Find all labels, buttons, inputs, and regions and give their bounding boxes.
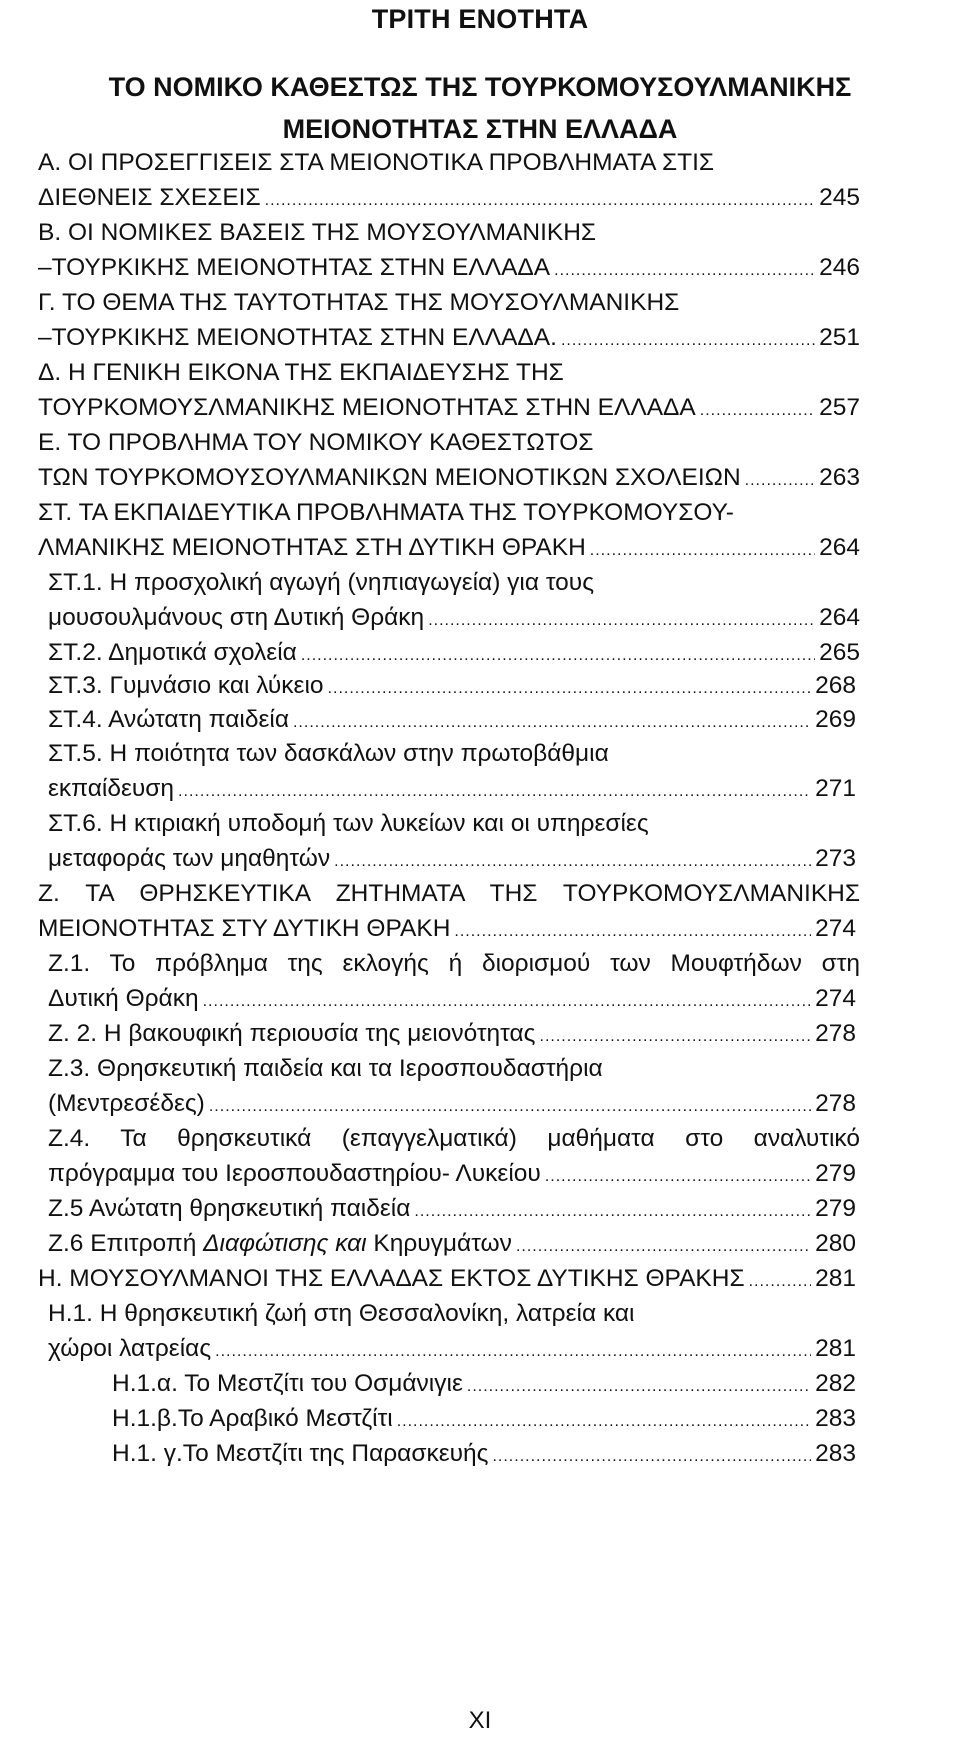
toc-page-number: 274	[815, 915, 856, 942]
toc-leader-dots	[215, 1336, 811, 1368]
toc-leader-dots	[545, 1161, 811, 1193]
toc-entry-b[interactable]	[38, 252, 860, 287]
toc-entry-z3-line-1: Ζ.3. Θρησκευτική παιδεία και τα Ιεροσπουδαστήρια	[48, 1055, 603, 1082]
toc-leader-dots	[590, 535, 815, 567]
page-number: XI	[468, 1707, 492, 1734]
toc-entry-st1[interactable]	[48, 602, 860, 637]
toc-leader-dots	[516, 1231, 811, 1263]
toc-leader-dots	[328, 673, 812, 705]
toc-leader-dots	[700, 395, 815, 427]
toc-entry-d[interactable]	[38, 392, 860, 427]
toc-entry-st5[interactable]	[48, 773, 856, 808]
toc-page-number: 246	[819, 254, 860, 281]
toc-leader-dots	[467, 1371, 811, 1403]
toc-entry-h-title: Η. ΜΟΥΣΟΥΛΜΑΝΟΙ ΤΗΣ ΕΛΛΑΔΑΣ ΕΚΤΟΣ ΔΥΤΙΚΗΣ ΘΡΑΚΗΣ	[38, 1265, 745, 1292]
toc-entry-a-line-1: Α. ΟΙ ΠΡΟΣΕΓΓΙΣΕΙΣ ΣΤΑ ΜΕΙΟΝΟΤΙΚΑ ΠΡΟΒΛΗΜΑΤΑ ΣΤΙΣ	[38, 149, 715, 176]
toc-entry-g-line-1: Γ. ΤΟ ΘΕΜΑ ΤΗΣ ΤΑΥΤΟΤΗΤΑΣ ΤΗΣ ΜΟΥΣΟΥΛΜΑΝΙΚΗΣ	[38, 289, 680, 316]
toc-page-number: 280	[815, 1230, 856, 1257]
toc-leader-dots	[203, 986, 812, 1018]
toc-leader-dots	[397, 1406, 811, 1438]
toc-entry-z-line-2: ΜΕΙΟΝΟΤΗΤΑΣ ΣΤΥ ΔΥΤΙΚΗ ΘΡΑΚΗ	[38, 915, 451, 942]
toc-page-number: 281	[815, 1335, 856, 1362]
toc-entry-g[interactable]	[38, 322, 860, 357]
toc-page-number: 268	[815, 672, 856, 699]
toc-page-number: 278	[815, 1090, 856, 1117]
toc-leader-dots	[178, 776, 811, 808]
toc-entry-st3[interactable]	[48, 670, 856, 705]
toc-entry-z5[interactable]	[48, 1193, 856, 1228]
toc-entry-st3-title: ΣΤ.3. Γυμνάσιο και λύκειο	[48, 672, 324, 699]
toc-entry-h1a-title: Η.1.α. Το Μεστζίτι του Οσμάνιγιε	[112, 1370, 463, 1397]
toc-entry-h1-line-1: Η.1. Η θρησκευτική ζωή στη Θεσσαλονίκη, λατρεία και	[48, 1300, 635, 1327]
toc-entry-e-line-1: Ε. ΤΟ ΠΡΟΒΛΗΜΑ ΤΟΥ ΝΟΜΙΚΟΥ ΚΑΘΕΣΤΩΤΟΣ	[38, 429, 594, 456]
toc-entry-a[interactable]	[38, 182, 860, 217]
toc-leader-dots	[334, 846, 811, 878]
toc-page-number: 282	[815, 1370, 856, 1397]
toc-leader-dots	[561, 325, 815, 357]
toc-entry-st1-line-1: ΣΤ.1. Η προσχολική αγωγή (νηπιαγωγεία) για τους	[48, 569, 595, 596]
toc-page-number: 279	[815, 1160, 856, 1187]
toc-entry-z3[interactable]	[48, 1088, 856, 1123]
toc-entry-z6[interactable]	[48, 1228, 856, 1263]
toc-page-number: 264	[819, 534, 860, 561]
toc-leader-dots	[745, 465, 815, 497]
toc-entry-h1a[interactable]	[112, 1368, 856, 1403]
section-title-line-2: ΜΕΙΟΝΟΤΗΤΑΣ ΣΤΗΝ ΕΛΛΑΔΑ	[282, 114, 678, 144]
toc-entry-z6-italic: Διαφώτισης και	[203, 1230, 367, 1257]
toc-page-number: 257	[819, 394, 860, 421]
toc-leader-dots	[540, 1021, 812, 1053]
toc-leader-dots	[265, 185, 815, 217]
toc-leader-dots	[492, 1441, 811, 1473]
toc-entry-st5-line-1: ΣΤ.5. Η ποιότητα των δασκάλων στην πρωτοβάθμια	[48, 740, 609, 767]
toc-leader-dots	[301, 640, 815, 672]
toc-page-number: 283	[815, 1405, 856, 1432]
toc-entry-z2[interactable]	[48, 1018, 856, 1053]
toc-entry-h[interactable]	[38, 1263, 856, 1298]
toc-leader-dots	[209, 1091, 811, 1123]
toc-leader-dots	[554, 255, 815, 287]
toc-entry-st2[interactable]	[48, 637, 860, 672]
toc-entry-z6-prefix: Ζ.6 Επιτροπή	[48, 1230, 204, 1257]
toc-entry-h1[interactable]	[48, 1333, 856, 1368]
toc-leader-dots	[414, 1196, 811, 1228]
toc-entry-z-line-1: Ζ. ΤΑ ΘΡΗΣΚΕΥΤΙΚΑ ΖΗΤΗΜΑΤΑ ΤΗΣ ΤΟΥΡΚΟΜΟΥΣΛΜΑΝΙΚΗΣ	[38, 880, 860, 907]
toc-entry-d-line-2: ΤΟΥΡΚΟΜΟΥΣΛΜΑΝΙΚΗΣ ΜΕΙΟΝΟΤΗΤΑΣ ΣΤΗΝ ΕΛΛΑΔΑ	[38, 394, 696, 421]
toc-entry-st-line-1: ΣΤ. ΤΑ ΕΚΠΑΙΔΕΥΤΙΚΑ ΠΡΟΒΛΗΜΑΤΑ ΤΗΣ ΤΟΥΡΚΟΜΟΥΣΟΥ-	[38, 499, 734, 526]
toc-page-number: 273	[815, 845, 856, 872]
toc-entry-b-line-1: Β. ΟΙ ΝΟΜΙΚΕΣ ΒΑΣΕΙΣ ΤΗΣ ΜΟΥΣΟΥΛΜΑΝΙΚΗΣ	[38, 219, 597, 246]
toc-entry-h1g-title: Η.1. γ.Το Μεστζίτι της Παρασκευής	[112, 1440, 489, 1467]
toc-page-number: 283	[815, 1440, 856, 1467]
toc-entry-b-line-2: –ΤΟΥΡΚΙΚΗΣ ΜΕΙΟΝΟΤΗΤΑΣ ΣΤΗΝ ΕΛΛΑΔΑ	[38, 254, 551, 281]
toc-leader-dots	[454, 916, 811, 948]
toc-entry-z4-line-1: Ζ.4. Τα θρησκευτικά (επαγγελματικά) μαθήματα στο αναλυτικό	[48, 1125, 860, 1152]
toc-entry-st-line-2: ΛΜΑΝΙΚΗΣ ΜΕΙΟΝΟΤΗΤΑΣ ΣΤΗ ΔΥΤΙΚΗ ΘΡΑΚΗ	[38, 534, 586, 561]
toc-entry-st6-line-2: μεταφοράς των μηαθητών	[48, 845, 331, 872]
toc-entry-z3-line-2: (Μεντρεσέδες)	[48, 1090, 205, 1117]
toc-entry-z5-title: Ζ.5 Ανώτατη θρησκευτική παιδεία	[48, 1195, 411, 1222]
toc-entry-st1-line-2: μουσουλμάνους στη Δυτική Θράκη	[48, 604, 425, 631]
toc-entry-z6-suffix: Κηρυγμάτων	[366, 1230, 512, 1257]
toc-page-number: 269	[815, 706, 856, 733]
toc-entry-st[interactable]	[38, 532, 860, 567]
toc-entry-z1-line-1: Ζ.1. Το πρόβλημα της εκλογής ή διορισμού των Μουφτήδων στη	[48, 950, 860, 977]
toc-entry-h1-line-2: χώροι λατρείας	[48, 1335, 212, 1362]
toc-leader-dots	[428, 605, 815, 637]
toc-entry-g-line-2: –ΤΟΥΡΚΙΚΗΣ ΜΕΙΟΝΟΤΗΤΑΣ ΣΤΗΝ ΕΛΛΑΔΑ.	[38, 324, 557, 351]
toc-entry-a-line-2: ΔΙΕΘΝΕΙΣ ΣΧΕΣΕΙΣ	[38, 184, 261, 211]
toc-page-number: 263	[819, 464, 860, 491]
toc-entry-z[interactable]	[38, 913, 856, 948]
toc-entry-d-line-1: Δ. Η ΓΕΝΙΚΗ ΕΙΚΟΝΑ ΤΗΣ ΕΚΠΑΙΔΕΥΣΗΣ ΤΗΣ	[38, 359, 564, 386]
toc-page-number: 251	[819, 324, 860, 351]
toc-entry-z6-title	[48, 1228, 512, 1260]
toc-entry-z2-title: Ζ. 2. Η βακουφική περιουσία της μειονότητας	[48, 1020, 536, 1047]
toc-page-number: 281	[815, 1265, 856, 1292]
toc-entry-z1-line-2: Δυτική Θράκη	[48, 985, 199, 1012]
toc-page-number: 278	[815, 1020, 856, 1047]
toc-leader-dots	[293, 707, 811, 739]
toc-entry-st6[interactable]	[48, 843, 856, 878]
section-title-line-1: ΤΟ ΝΟΜΙΚΟ ΚΑΘΕΣΤΩΣ ΤΗΣ ΤΟΥΡΚΟΜΟΥΣΟΥΛΜΑΝΙΚΗΣ	[108, 72, 852, 102]
toc-page-number: 245	[819, 184, 860, 211]
toc-entry-st6-line-1: ΣΤ.6. Η κτιριακή υποδομή των λυκείων και οι υπηρεσίες	[48, 810, 649, 837]
toc-entry-h1b[interactable]	[112, 1403, 856, 1438]
toc-entry-st4-title: ΣΤ.4. Ανώτατη παιδεία	[48, 706, 289, 733]
toc-entry-st5-line-2: εκπαίδευση	[48, 775, 175, 802]
toc-page-number: 264	[819, 604, 860, 631]
toc-leader-dots	[749, 1266, 812, 1298]
toc-page-number: 279	[815, 1195, 856, 1222]
toc-entry-st4[interactable]	[48, 704, 856, 739]
toc-entry-e[interactable]	[38, 462, 860, 497]
toc-entry-st2-title: ΣΤ.2. Δημοτικά σχολεία	[48, 639, 297, 666]
toc-entry-e-line-2: ΤΩΝ ΤΟΥΡΚΟΜΟΥΣΟΥΛΜΑΝΙΚΩΝ ΜΕΙΟΝΟΤΙΚΩΝ ΣΧΟΛΕΙΩΝ	[38, 464, 741, 491]
toc-page-number: 271	[815, 775, 856, 802]
toc-page-number: 265	[819, 639, 860, 666]
part-title: ΤΡΙΤΗ ΕΝΟΤΗΤΑ	[371, 4, 589, 34]
toc-page-number: 274	[815, 985, 856, 1012]
toc-entry-z4[interactable]	[48, 1158, 856, 1193]
toc-entry-h1b-title: Η.1.β.Το Αραβικό Μεστζίτι	[112, 1405, 393, 1432]
toc-entry-z4-line-2: πρόγραμμα του Ιεροσπουδαστηρίου- Λυκείου	[48, 1160, 541, 1187]
toc-entry-h1g[interactable]	[112, 1438, 856, 1473]
toc-entry-z1[interactable]	[48, 983, 856, 1018]
